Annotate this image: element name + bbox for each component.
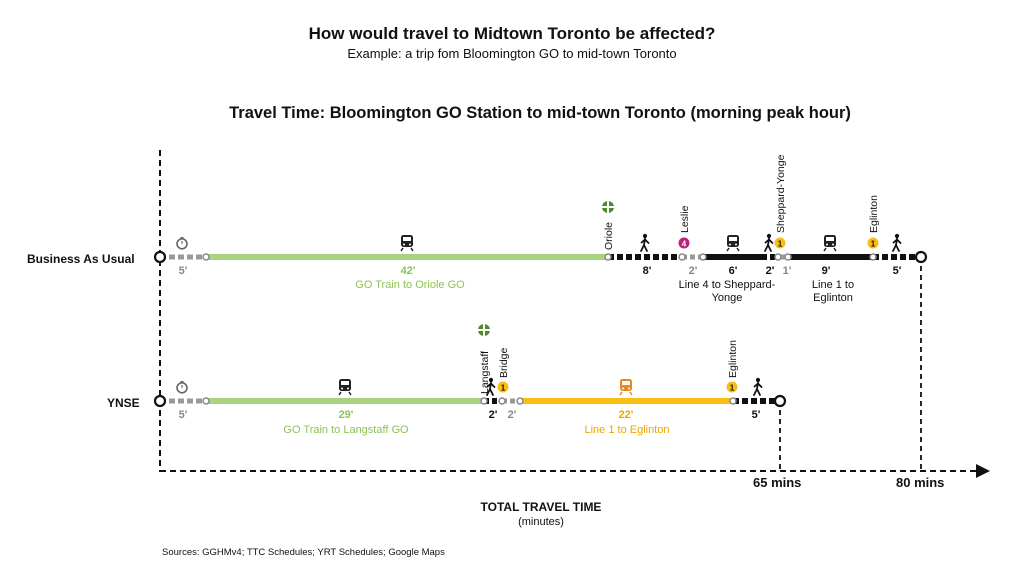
- walk-icon: [641, 234, 649, 251]
- station-label-langstaff: Langstaff: [479, 350, 491, 394]
- line-4-badge-text: 4: [681, 239, 687, 249]
- station-label-oriole: Oriole: [603, 221, 615, 250]
- bau-time-walk: 8': [642, 265, 652, 277]
- line-4-badge: [679, 238, 690, 249]
- bau-time-line4: 6': [728, 265, 738, 277]
- station-label-eglinton: Eglinton: [727, 340, 739, 378]
- go-train-icon: [339, 379, 351, 395]
- axis-subtitle: (minutes): [518, 516, 564, 528]
- stopwatch-icon: [177, 381, 187, 393]
- ynse-time-line1: 22': [618, 409, 634, 421]
- ynse-caption-line1: Line 1 to Eglinton: [584, 424, 670, 436]
- walk-icon: [765, 234, 773, 251]
- go-logo-icon: [602, 201, 614, 213]
- ynse-time-walk-2: 5': [751, 409, 761, 421]
- bau-caption-line1: Line 1 to Eglinton: [811, 279, 855, 304]
- bau-time-walk-3: 5': [892, 265, 902, 277]
- bau-time-line1: 9': [821, 265, 831, 277]
- bau-caption-line4: Line 4 to Sheppard- Yonge: [678, 279, 776, 304]
- row-label-ynse: YNSE: [107, 396, 140, 410]
- subway-icon: [620, 379, 632, 395]
- bau-route: [155, 252, 926, 262]
- ynse-route: [155, 396, 785, 406]
- go-logo-icon: [478, 324, 490, 336]
- ynse-time-access: 5': [178, 409, 188, 421]
- stopwatch-icon: [177, 237, 187, 249]
- page-title: How would travel to Midtown Toronto be affected?: [308, 24, 716, 43]
- bau-time-transfer-2: 1': [782, 265, 792, 277]
- station-label-eglinton: Eglinton: [868, 195, 880, 233]
- station-label-leslie: Leslie: [679, 205, 691, 233]
- ynse-time-transfer: 2': [507, 409, 517, 421]
- time-axis-arrow: [976, 464, 990, 478]
- bau-time-transfer: 2': [688, 265, 698, 277]
- bau-time-access: 5': [178, 265, 188, 277]
- walk-icon: [893, 234, 901, 251]
- walk-icon: [754, 378, 762, 395]
- bau-total-label: 80 mins: [896, 475, 945, 490]
- line-1-badge-text: 1: [777, 239, 783, 249]
- go-train-icon: [401, 235, 413, 251]
- ynse-caption-go-train: GO Train to Langstaff GO: [283, 424, 409, 436]
- subway-icon: [727, 235, 739, 251]
- bau-time-walk-2: 2': [765, 265, 775, 277]
- line-1-badge-text: 1: [870, 239, 876, 249]
- line-1-badge: [868, 238, 879, 249]
- station-label-bridge: Bridge: [498, 347, 510, 378]
- line-1-badge: [775, 238, 786, 249]
- subway-icon: [824, 235, 836, 251]
- bau-caption-go-train: GO Train to Oriole GO: [355, 279, 465, 291]
- ynse-total-label: 65 mins: [753, 475, 802, 490]
- sources-note: Sources: GGHMv4; TTC Schedules; YRT Schedules; Google Maps: [162, 547, 445, 558]
- axis-title: TOTAL TRAVEL TIME: [480, 500, 602, 514]
- line-1-badge-text: 1: [729, 383, 735, 393]
- station-label-sheppard-yonge: Sheppard-Yonge: [775, 154, 787, 233]
- chart-title: Travel Time: Bloomington GO Station to mid-town Toronto (morning peak hour): [229, 104, 851, 122]
- page-subtitle: Example: a trip fom Bloomington GO to mid-town Toronto: [347, 46, 677, 61]
- ynse-time-go-train: 29': [338, 409, 354, 421]
- ynse-time-walk: 2': [488, 409, 498, 421]
- line-1-badge: [727, 382, 738, 393]
- line-1-badge: [498, 382, 509, 393]
- bau-time-go-train: 42': [400, 265, 416, 277]
- line-1-badge-text: 1: [500, 383, 506, 393]
- row-label-bau: Business As Usual: [27, 252, 135, 266]
